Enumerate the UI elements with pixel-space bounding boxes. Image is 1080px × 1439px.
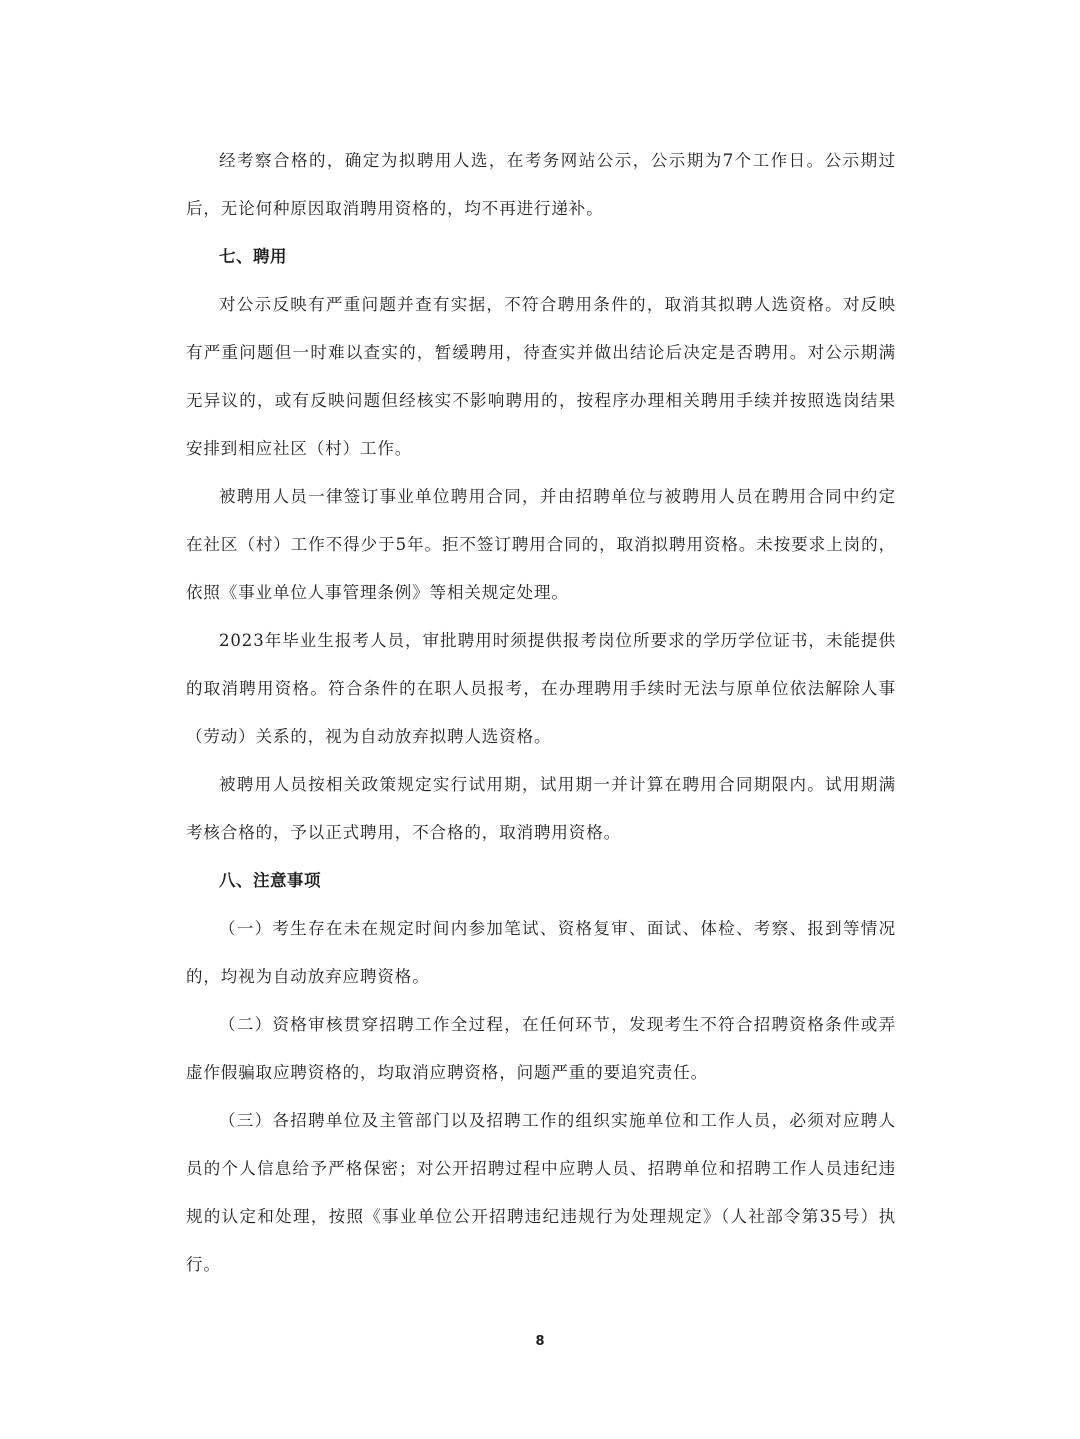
paragraph-hiring-decision: 对公示反映有严重问题并查有实据，不符合聘用条件的，取消其拟聘人选资格。对反映有严重问题但一时难以查实的，暂缓聘用，待查实并做出结论后决定是否聘用。对公示期满无异议的，或有反映问题但经核实不影响聘用的，按程序办理相关聘用手续并按照选岗结果安排到相应社区（村）工作。 bbox=[186, 295, 896, 458]
paragraph-note-one: （一）考生存在未在规定时间内参加笔试、资格复审、面试、体检、考察、报到等情况的，均视为自动放弃应聘资格。 bbox=[186, 919, 896, 986]
paragraph-hiring-contract: 被聘用人员一律签订事业单位聘用合同，并由招聘单位与被聘用人员在聘用合同中约定在社区（村）工作不得少于5年。拒不签订聘用合同的，取消拟聘用资格。未按要求上岗的，依照《事业单位人事管理条例》等相关规定处理。 bbox=[186, 487, 896, 602]
page-number: 8 bbox=[535, 1334, 545, 1349]
paragraph-note-two: （二）资格审核贯穿招聘工作全过程，在任何环节，发现考生不符合招聘资格条件或弄虚作假骗取应聘资格的，均取消应聘资格，问题严重的要追究责任。 bbox=[186, 1015, 896, 1082]
paragraph-publicity-period: 经考察合格的，确定为拟聘用人选，在考务网站公示，公示期为7个工作日。公示期过后，无论何种原因取消聘用资格的，均不再进行递补。 bbox=[186, 151, 896, 218]
section-heading-hiring: 七、聘用 bbox=[219, 247, 287, 266]
paragraph-graduate-requirements: 2023年毕业生报考人员，审批聘用时须提供报考岗位所要求的学历学位证书，未能提供的取消聘用资格。符合条件的在职人员报考，在办理聘用手续时无法与原单位依法解除人事（劳动）关系的，视为自动放弃拟聘人选资格。 bbox=[186, 631, 896, 746]
section-heading-notes: 八、注意事项 bbox=[219, 871, 321, 890]
document-page bbox=[186, 137, 896, 1289]
paragraph-probation-period: 被聘用人员按相关政策规定实行试用期，试用期一并计算在聘用合同期限内。试用期满考核合格的，予以正式聘用，不合格的，取消聘用资格。 bbox=[186, 775, 896, 842]
paragraph-note-three: （三）各招聘单位及主管部门以及招聘工作的组织实施单位和工作人员，必须对应聘人员的个人信息给予严格保密；对公开招聘过程中应聘人员、招聘单位和招聘工作人员违纪违规的认定和处理，按照《事业单位公开招聘违纪违规行为处理规定》（人社部令第35号）执行。 bbox=[186, 1111, 896, 1274]
